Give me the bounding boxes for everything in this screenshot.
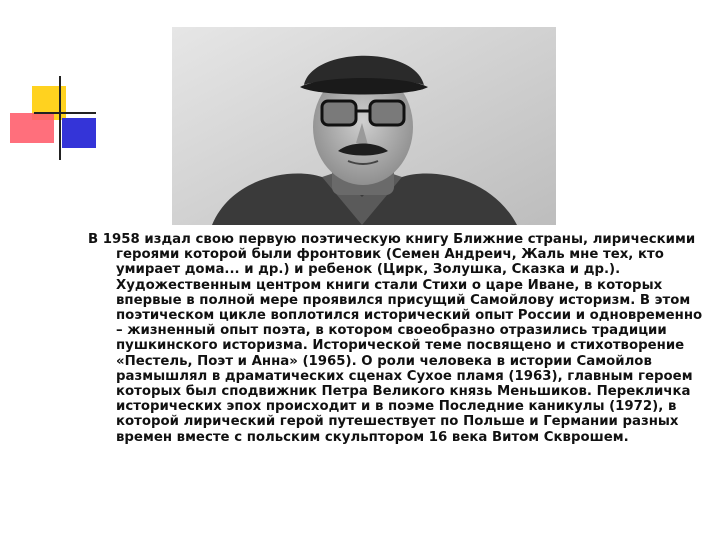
portrait-illustration: [172, 27, 556, 225]
decor-vertical-line: [59, 76, 61, 160]
biography-paragraph: В 1958 издал свою первую поэтическую книгу Ближние страны, лирическими героями которой были фронтовик (Семен Андреич, Жаль мне тех, кто умирает дома... и др.) и ребенок (Цирк, Золушка, Сказка и др.). Художественным центром книги стали Стихи о царе Иване, в которых впервые в полной мере проявился присущий Самойлову историзм. В этом поэтическом цикле воплотился исторический опыт России и одновременно – жизненный опыт поэта, в котором своеобразно отразились традиции пушкинского историзма. Исторической теме посвящено и стихотворение «Пестель, Поэт и Анна» (1965). О роли человека в истории Самойлов размышлял в драматических сценах Сухое пламя (1963), главным героем которых был сподвижник Петра Великого князь Меньшиков. Перекличка исторических эпох происходит и в поэме Последние каникулы (1972), в которой лирический герой путешествует по Польше и Германии разных времен вместе с польским скульптором 16 века Витом Скврошем.: [88, 232, 703, 445]
author-portrait-photo: [172, 27, 556, 225]
decor-blue-square: [62, 118, 96, 148]
decor-red-square: [10, 113, 54, 143]
decor-horizontal-line: [34, 112, 96, 114]
